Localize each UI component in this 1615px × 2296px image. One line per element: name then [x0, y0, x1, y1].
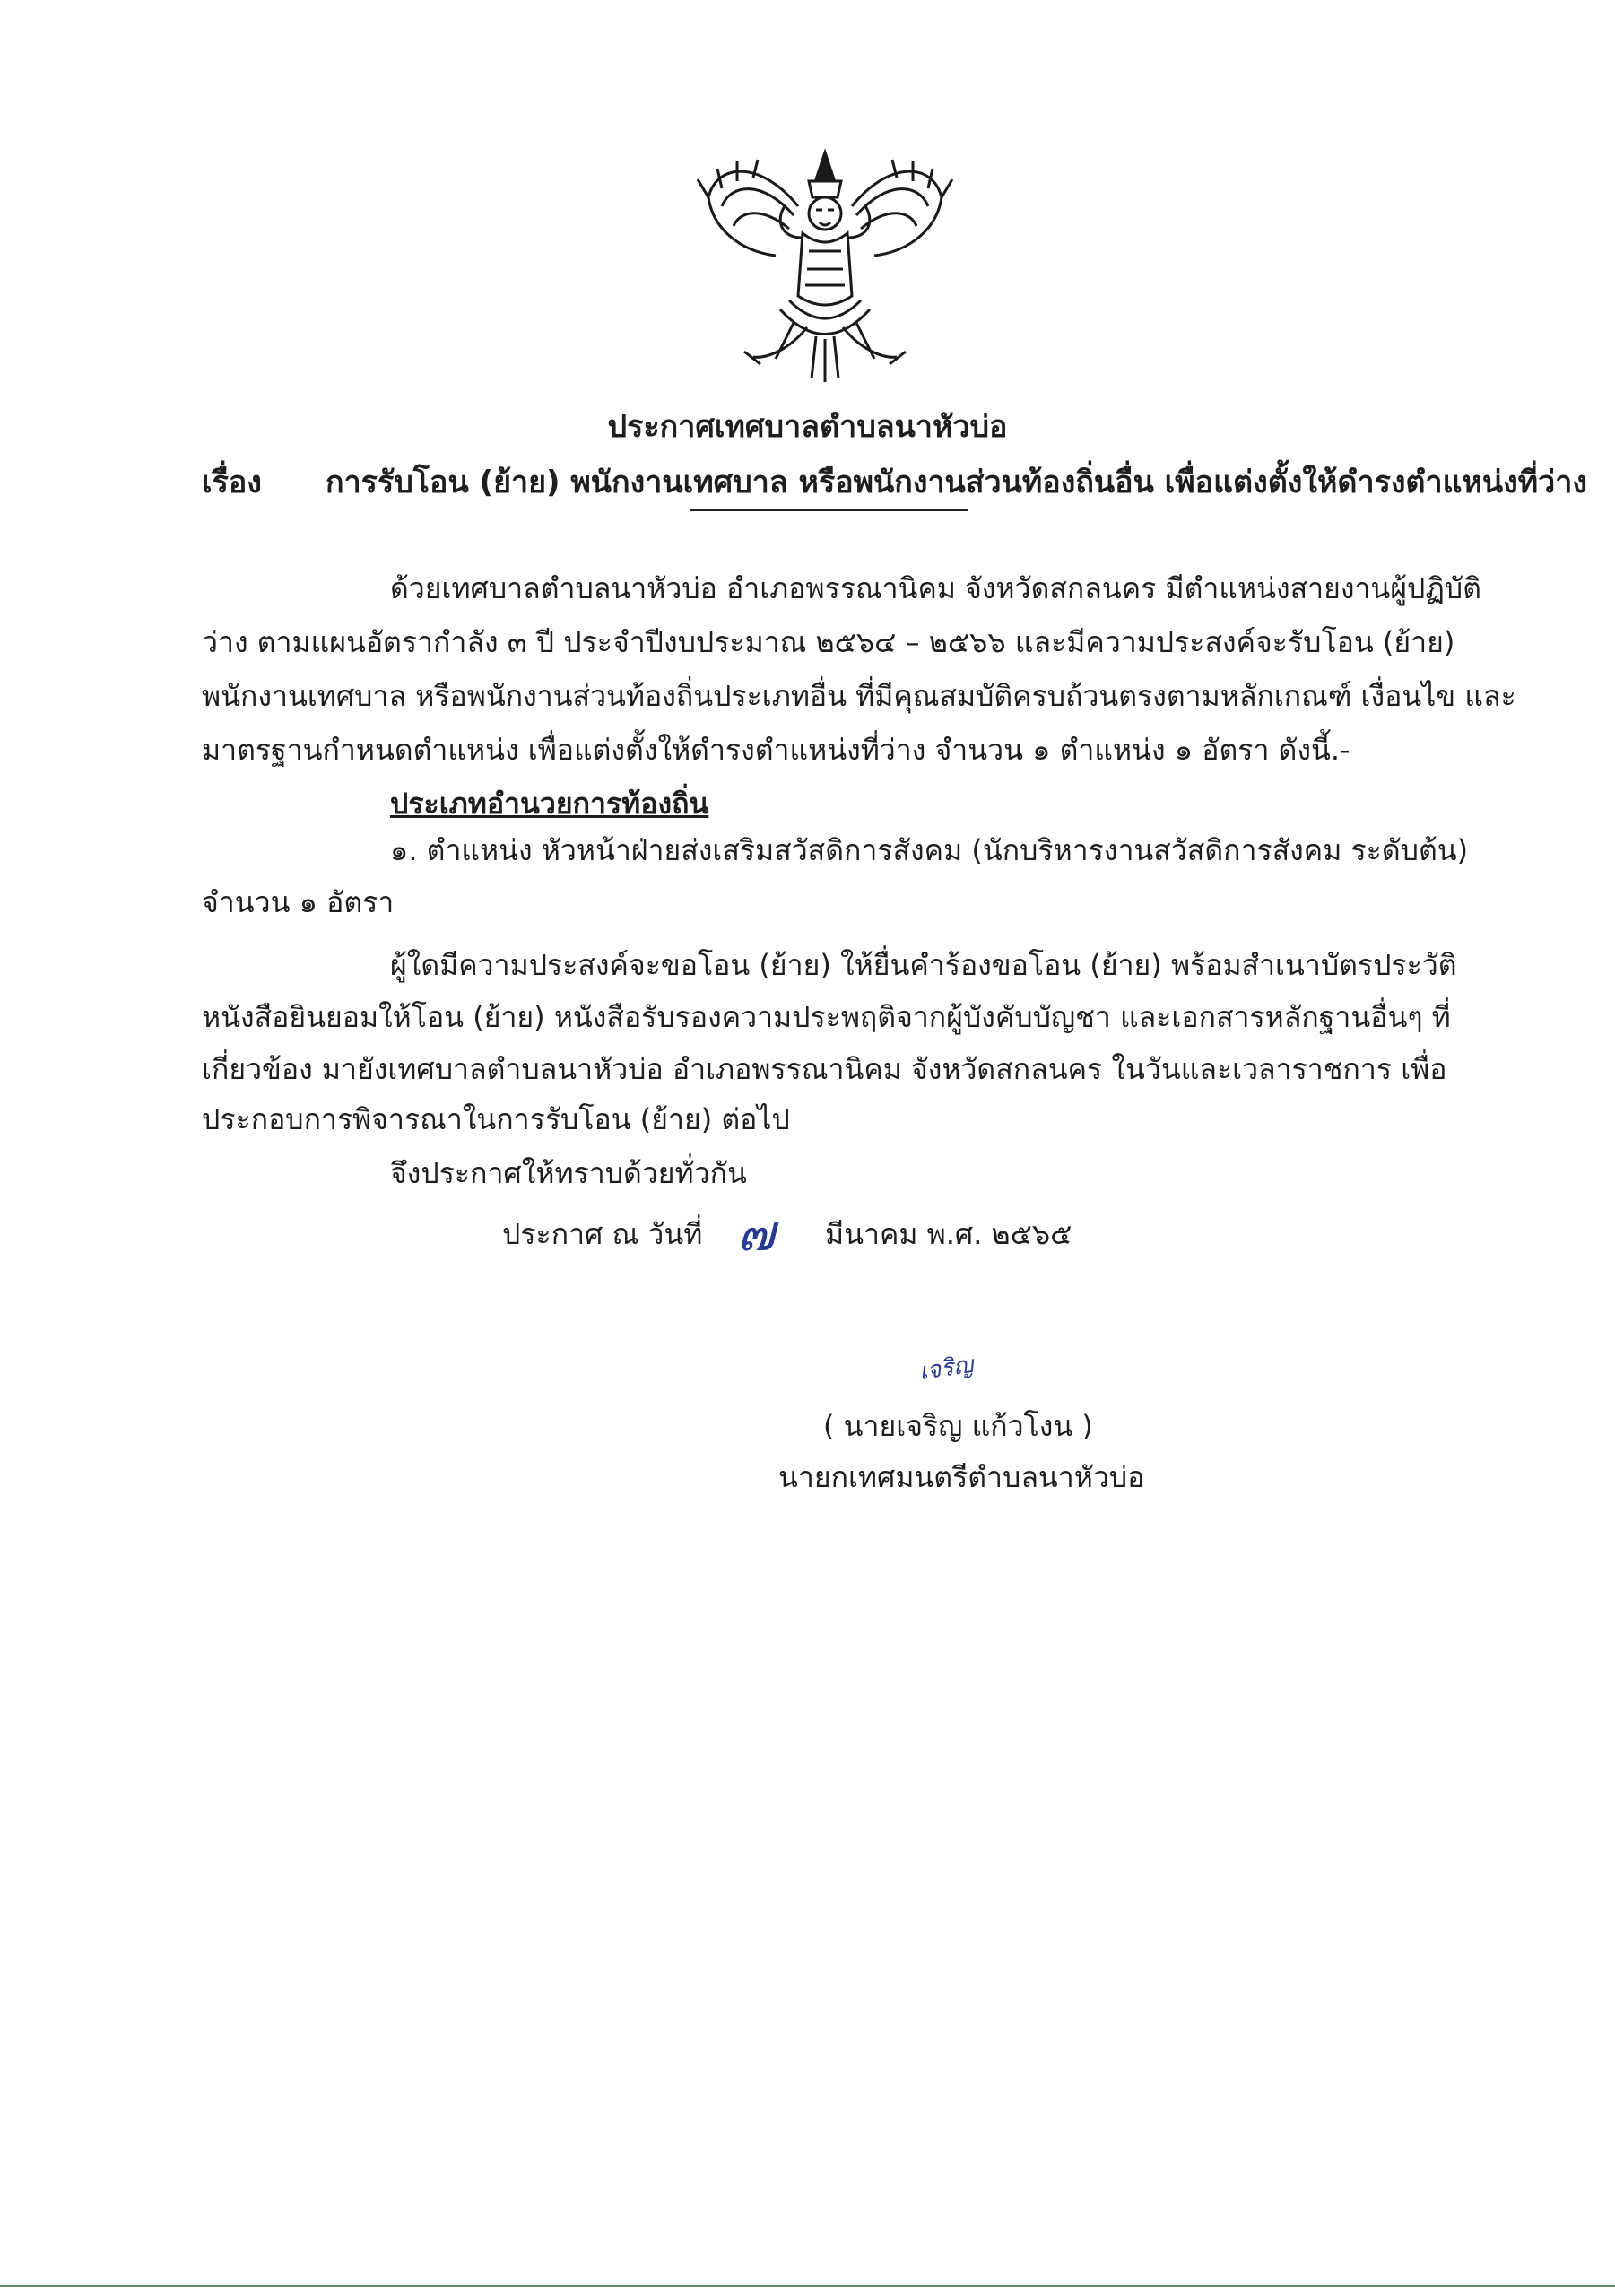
para1-line-3: พนักงานเทศบาล หรือพนักงานส่วนท้องถิ่นประเภทอื่น ที่มีคุณสมบัติครบถ้วนตรงตามหลักเกณฑ์ เงื่อนไข และ [202, 679, 1516, 713]
para2-line-2: หนังสือยินยอมให้โอน (ย้าย) หนังสือรับรองความประพฤติจากผู้บังคับบัญชา และเอกสารหลักฐานอื่นๆ ที่ [202, 1000, 1451, 1034]
para1-line-4: มาตรฐานกำหนดตำแหน่ง เพื่อแต่งตั้งให้ดำรงตำแหน่งที่ว่าง จำนวน ๑ ตำแหน่ง ๑ อัตรา ดังนี้.- [202, 733, 1350, 767]
subject-label: เรื่อง [202, 465, 262, 500]
position-line: ๑. ตำแหน่ง หัวหน้าฝ่ายส่งเสริมสวัสดิการสังคม (นักบริหารงานสวัสดิการสังคม ระดับต้น) [390, 833, 1469, 867]
subject-text: การรับโอน (ย้าย) พนักงานเทศบาล หรือพนักงานส่วนท้องถิ่นอื่น เพื่อแต่งตั้งให้ดำรงตำแหน่งที่ว่าง [326, 465, 1587, 500]
closing-line: จึงประกาศให้ทราบด้วยทั่วกัน [390, 1156, 747, 1190]
para2-line-1: ผู้ใดมีความประสงค์จะขอโอน (ย้าย) ให้ยื่นคำร้องขอโอน (ย้าย) พร้อมสำเนาบัตรประวัติ [390, 948, 1457, 982]
date-day-handwritten: ๗ [737, 1205, 776, 1263]
para1-line-2: ว่าง ตามแผนอัตรากำลัง ๓ ปี ประจำปีงบประมาณ ๒๕๖๔ – ๒๕๖๖ และมีความประสงค์จะรับโอน (ย้าย) [202, 625, 1455, 659]
announcement-title: ประกาศเทศบาลตำบลนาหัวบ่อ [607, 409, 1008, 445]
signatory-name: ( นายเจริญ แก้วโงน ) [823, 1409, 1093, 1443]
garuda-emblem-icon [690, 144, 959, 386]
position-count: จำนวน ๑ อัตรา [202, 885, 395, 919]
para2-line-4: ประกอบการพิจารณาในการรับโอน (ย้าย) ต่อไป [202, 1102, 790, 1136]
para1-line-1: ด้วยเทศบาลตำบลนาหัวบ่อ อำเภอพรรณานิคม จังหวัดสกลนคร มีตำแหน่งสายงานผู้ปฏิบัติ [390, 571, 1481, 605]
para2-line-3: เกี่ยวข้อง มายังเทศบาลตำบลนาหัวบ่อ อำเภอพรรณานิคม จังหวัดสกลนคร ในวันและเวลาราชการ เพื่อ [202, 1052, 1447, 1086]
date-prefix: ประกาศ ณ วันที่ [502, 1217, 703, 1251]
date-suffix: มีนาคม พ.ศ. ๒๕๖๕ [825, 1217, 1072, 1251]
category-heading: ประเภทอำนวยการท้องถิ่น [390, 787, 709, 821]
subject-line [202, 457, 1587, 506]
signature-initials: เจริญ [917, 1351, 976, 1387]
signatory-position: นายกเทศมนตรีตำบลนาหัวบ่อ [778, 1460, 1145, 1494]
title-underline [690, 509, 968, 511]
page-bottom-border [0, 2285, 1615, 2287]
